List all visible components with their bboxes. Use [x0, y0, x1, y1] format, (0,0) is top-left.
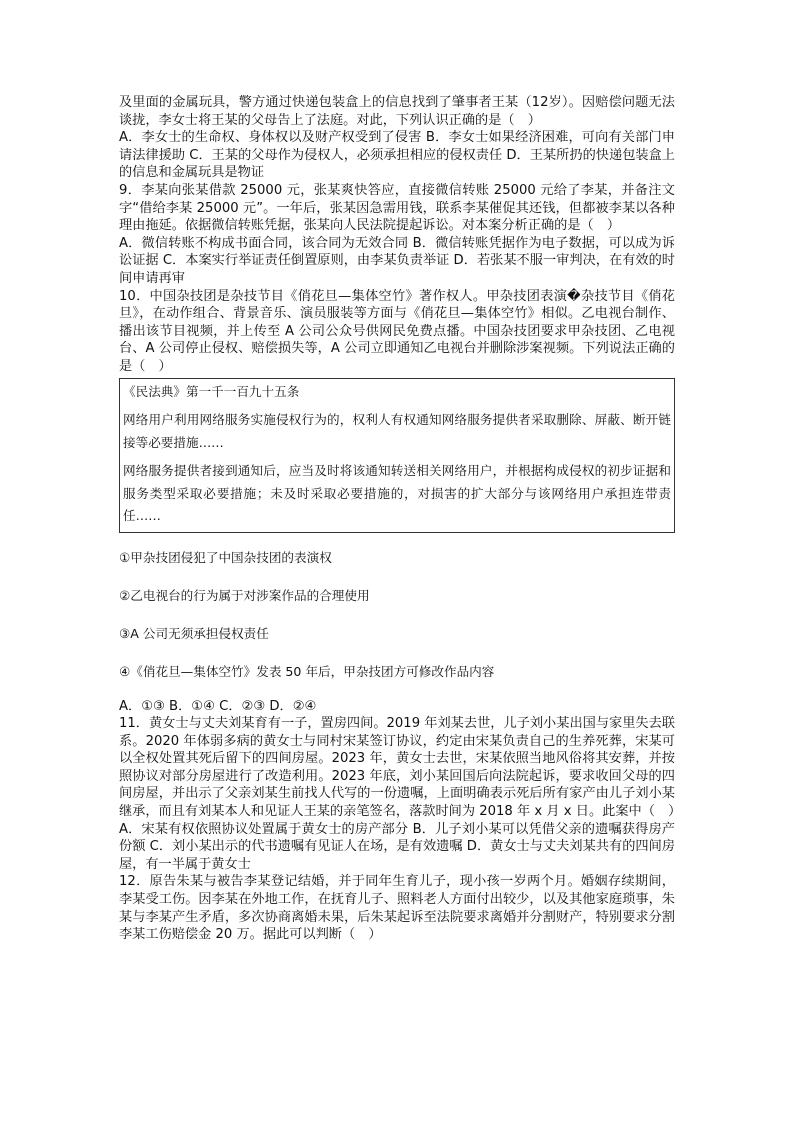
civil-code-excerpt-box: [119, 378, 675, 533]
q8-stem-continued: 及里面的金属玩具，警方通过快递包装盒上的信息找到了肇事者王某（12岁）。因赔偿问题无法谈拢，李女士将王某的父母告上了法庭。对此，下列认识正确的是（ ）: [119, 95, 675, 128]
excerpt-title: 《民法典》第一千一百九十五条: [123, 383, 300, 399]
q11-stem: 11．黄女士与丈夫刘某育有一子，置房四间。2019 年刘某去世，儿子刘小某出国与家里失去联系。2020 年体弱多病的黄女士与同村宋某签订协议，约定由宋某负责自己的生养死葬，宋某可以全权处置其死后留下的四间房屋。2023 年，黄女士去世，宋某依照当地风俗将其安葬，并按照协议对部分房屋进行了改造利用。2023 年底，刘小某回国后向法院起诉，要求收回父母的四间房屋，并出示了父亲刘某生前找人代写的一份遗嘱，上面明确表示死后所有家产由儿子刘小某继承，而且有刘某本人和见证人王某的亲笔签名，落款时间为 2018 年 x 月 x 日。此案中（ ）: [119, 716, 682, 820]
q10-statements: [119, 549, 675, 680]
q10-statement-3: ③A 公司无须承担侵权责任: [119, 625, 269, 641]
q11-options: A．宋某有权依照协议处置属于黄女士的房产部分 B．儿子刘小某可以凭借父亲的遗嘱获得房产份额 C．刘小某出示的代书遗嘱有见证人在场，是有效遗嘱 D．黄女士与丈夫刘某共有的四间房屋，有一半属于黄女士: [119, 821, 675, 872]
q9-stem: 9．李某向张某借款 25000 元，张某爽快答应，直接微信转账 25000 元给了李某，并备注文字“借给李某 25000 元”。一年后，张某因急需用钱，联系李某催促其还钱，但都被李某以各种理由拖延。依据微信转账凭据，张某向人民法院提起诉讼。对本案分析正确的是（ ）: [119, 182, 675, 234]
q8-options: A．李女士的生命权、身体权以及财产权受到了侵害 B．李女士如果经济困难，可向有关部门申请法律援助 C．王某的父母作为侵权人，必须承担相应的侵权责任 D．王某所扔的快递包装盒上的信息和金属玩具是物证: [119, 130, 675, 181]
q10-stem: 10．中国杂技团是杂技节目《俏花旦—集体空竹》著作权人。甲杂技团表演�杂技节目《俏花旦》，在动作组合、背景音乐、演员服装等方面与《俏花旦—集体空竹》相似。乙电视台制作、播出该节目视频，并上传至 A 公司公众号供网民免费点播。中国杂技团要求甲杂技团、乙电视台、A 公司停止侵权、赔偿损失等，A 公司立即通知乙电视台并删除涉案视频。下列说法正确的是（ ）: [119, 288, 675, 374]
q10-options: A．①③ B．①④ C．②③ D．②④: [119, 698, 317, 714]
excerpt-paragraph-1: 网络用户利用网络服务实施侵权行为的，权利人有权通知网络服务提供者采取删除、屏蔽、断开链接等必要措施……: [123, 412, 671, 450]
document-page: [119, 94, 682, 944]
q9-options: A．微信转账不构成书面合同，该合同为无效合同 B．微信转账凭据作为电子数据，可以成为诉讼证据 C．本案实行举证责任倒置原则，由李某负责举证 D．若张某不服一审判决，在有效的时间申请再审: [119, 235, 675, 286]
excerpt-paragraph-2: 网络服务提供者接到通知后，应当及时将该通知转送相关网络用户，并根据构成侵权的初步证据和服务类型采取必要措施；未及时采取必要措施的，对损害的扩大部分与该网络用户承担连带责任……: [123, 463, 671, 523]
q12-stem: 12．原告朱某与被告李某登记结婚，并于同年生育儿子，现小孩一岁两个月。婚姻存续期间，李某受工伤。因李某在外地工作，在抚育儿子、照料老人方面付出较少，以及其他家庭琐事，朱某与李某产生矛盾，多次协商离婚未果，后朱某起诉至法院要求离婚并分割财产，特别要求分割李某工伤赔偿金 20 万。据此可以判断（ ）: [119, 874, 675, 943]
q10-statement-4: ④《俏花旦—集体空竹》发表 50 年后，甲杂技团方可修改作品内容: [119, 663, 495, 679]
q10-statement-2: ②乙电视台的行为属于对涉案作品的合理使用: [119, 587, 370, 603]
q10-statement-1: ①甲杂技团侵犯了中国杂技团的表演权: [119, 549, 332, 565]
